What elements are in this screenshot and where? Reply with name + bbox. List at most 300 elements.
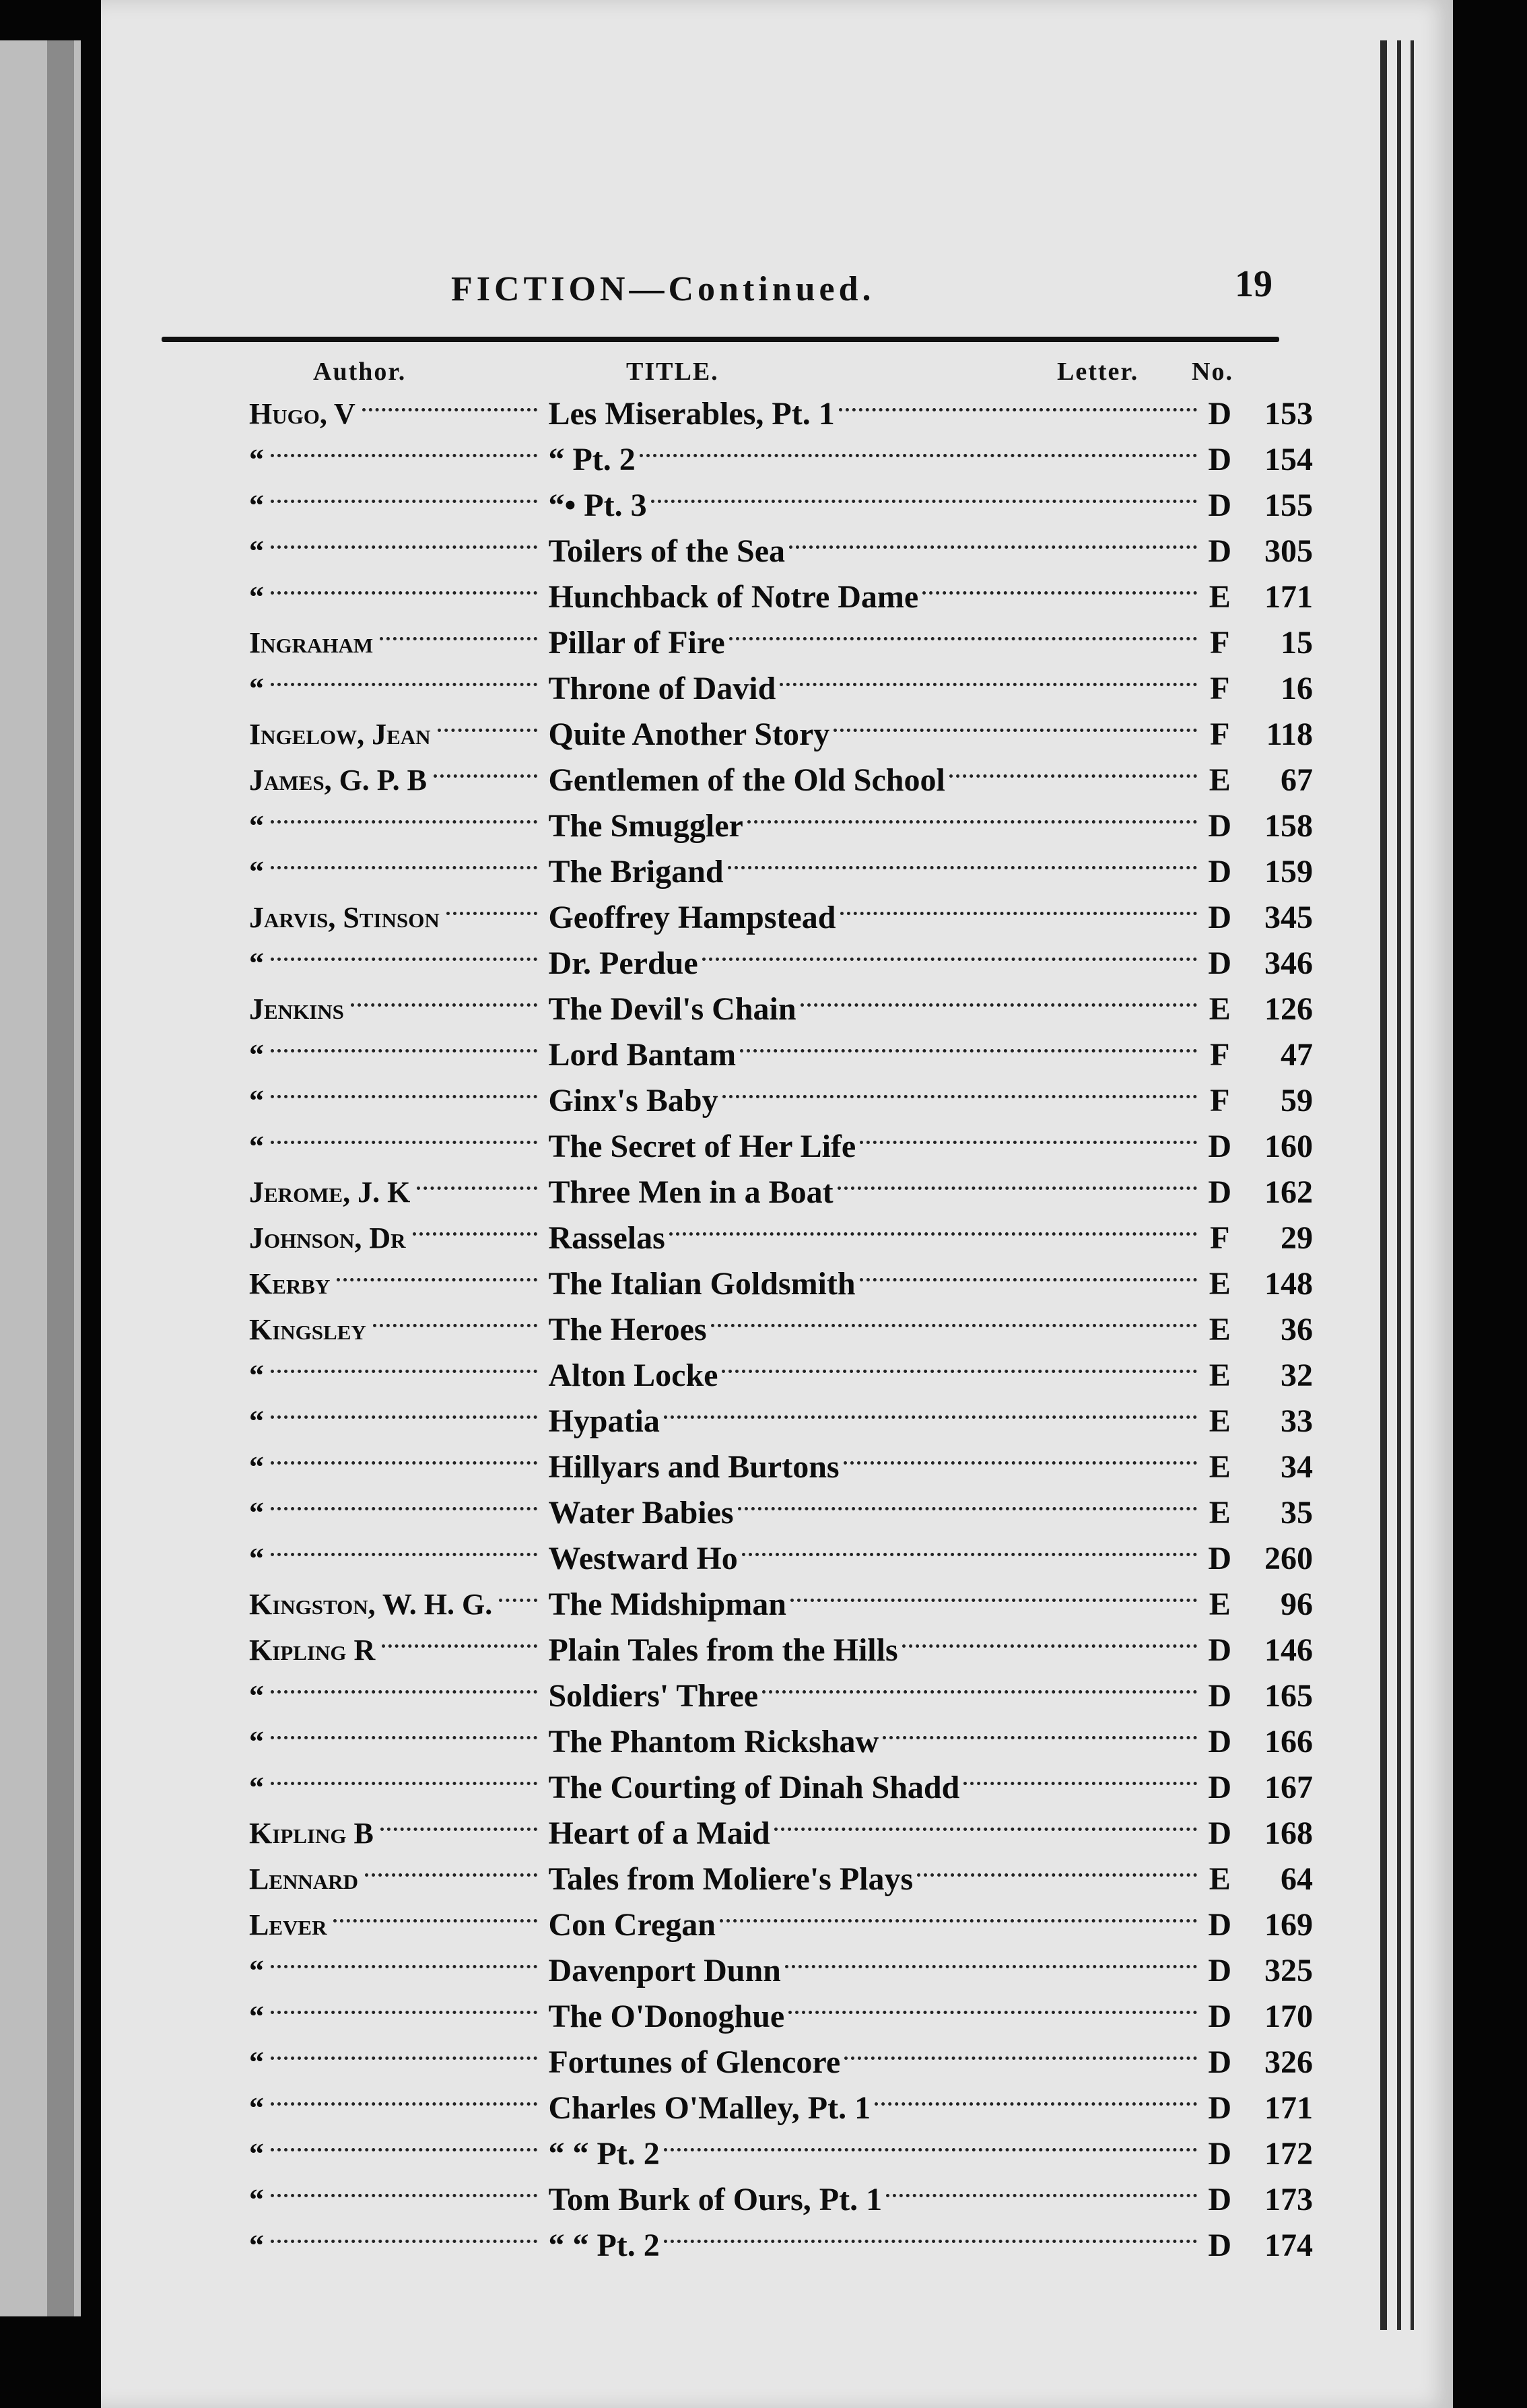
author-name: Kipling R xyxy=(249,1633,376,1667)
title-cell xyxy=(541,1036,1200,1073)
leader-dots xyxy=(271,958,537,961)
author-cell xyxy=(249,2137,541,2171)
book-title: Pillar of Fire xyxy=(548,624,725,661)
book-title: Soldiers' Three xyxy=(548,1677,759,1714)
catalog-entry xyxy=(249,1764,1313,1810)
leader-dots xyxy=(271,1370,537,1373)
author-name: “ xyxy=(249,946,264,980)
author-cell xyxy=(249,1999,541,2034)
author-cell xyxy=(249,763,541,797)
leader-dots xyxy=(702,958,1197,961)
book-title: Geoffrey Hampstead xyxy=(548,899,836,935)
leader-dots xyxy=(651,500,1198,503)
shelf-letter: D xyxy=(1208,2227,1232,2263)
author-cell xyxy=(249,992,541,1026)
shelf-letter: D xyxy=(1208,1632,1232,1668)
author-cell xyxy=(249,2228,541,2263)
book-title: “ “ Pt. 2 xyxy=(548,2135,660,2172)
shelf-letter: E xyxy=(1209,1494,1231,1531)
leader-dots xyxy=(747,820,1197,824)
catalog-number: 160 xyxy=(1264,1128,1313,1164)
leader-dots xyxy=(365,1873,538,1877)
page-edge-line xyxy=(1411,40,1414,2330)
book-title: Gentlemen of the Old School xyxy=(548,762,945,798)
leader-dots xyxy=(740,1049,1197,1052)
catalog-number: 305 xyxy=(1264,533,1313,569)
catalog-number: 155 xyxy=(1264,487,1313,523)
author-name: “ xyxy=(249,534,264,568)
book-title: Tom Burk of Ours, Pt. 1 xyxy=(548,2181,883,2217)
shelf-letter: D xyxy=(1208,533,1232,569)
catalog-entry xyxy=(249,665,1313,711)
author-cell xyxy=(249,580,541,614)
author-cell xyxy=(249,671,541,706)
author-cell xyxy=(249,1725,541,1759)
catalog-number: 168 xyxy=(1264,1815,1313,1851)
author-name: “ xyxy=(249,671,264,705)
catalog-number: 33 xyxy=(1281,1403,1313,1439)
catalog-number: 172 xyxy=(1264,2135,1313,2172)
book-title: The Heroes xyxy=(548,1311,707,1347)
author-cell xyxy=(249,1129,541,1164)
catalog-number: 165 xyxy=(1264,1677,1313,1714)
catalog-entry xyxy=(249,2085,1313,2131)
catalog-number: 35 xyxy=(1281,1494,1313,1531)
title-cell xyxy=(541,899,1200,936)
leader-dots xyxy=(788,2011,1197,2014)
author-name: “ xyxy=(249,1496,264,1529)
title-cell xyxy=(541,578,1200,615)
book-title: Hypatia xyxy=(548,1403,660,1439)
title-cell xyxy=(541,1265,1200,1302)
catalog-entry xyxy=(249,2131,1313,2176)
author-name: “ xyxy=(249,1725,264,1758)
catalog-entry xyxy=(249,1215,1313,1261)
catalog-entry xyxy=(249,711,1313,757)
author-name: Kingston, W. H. G. xyxy=(249,1587,493,1621)
author-name: Jenkins xyxy=(249,992,344,1026)
title-cell xyxy=(541,853,1200,890)
book-title: Alton Locke xyxy=(548,1357,718,1393)
shelf-letter: D xyxy=(1208,2135,1232,2172)
leader-dots xyxy=(790,1599,1197,1602)
catalog-entry xyxy=(249,1261,1313,1306)
book-title: Heart of a Maid xyxy=(548,1815,770,1851)
leader-dots xyxy=(271,1507,537,1510)
shelf-letter: D xyxy=(1208,1723,1232,1760)
binding-gutter xyxy=(47,40,74,2316)
catalog-number: 47 xyxy=(1281,1036,1313,1073)
leader-dots xyxy=(844,1461,1198,1465)
author-cell xyxy=(249,1221,541,1255)
shelf-letter: D xyxy=(1208,1906,1232,1943)
catalog-number: 158 xyxy=(1264,807,1313,844)
leader-dots xyxy=(373,1324,538,1327)
leader-dots xyxy=(728,866,1198,869)
catalog-entry xyxy=(249,1306,1313,1352)
catalog-entry xyxy=(249,894,1313,940)
column-header-author: Author. xyxy=(313,358,407,386)
author-cell xyxy=(249,900,541,935)
book-title: Hillyars and Burtons xyxy=(548,1448,840,1485)
catalog-entry xyxy=(249,1535,1313,1581)
author-name: “ xyxy=(249,1038,264,1071)
page-edge-line xyxy=(1380,40,1387,2330)
author-name: Hugo, V xyxy=(249,397,355,430)
catalog-number: 174 xyxy=(1264,2227,1313,2263)
shelf-letter: E xyxy=(1209,991,1231,1027)
leader-dots xyxy=(271,1690,537,1694)
column-header-letter: Letter. xyxy=(1057,358,1139,386)
catalog-entry xyxy=(249,391,1313,436)
page-edge-line xyxy=(1397,40,1401,2330)
author-cell xyxy=(249,717,541,751)
page-number: 19 xyxy=(1235,263,1272,305)
leader-dots xyxy=(664,2240,1197,2243)
title-cell xyxy=(541,1311,1200,1348)
catalog-entry xyxy=(249,2176,1313,2222)
catalog-number: 162 xyxy=(1264,1174,1313,1210)
shelf-letter: E xyxy=(1209,1357,1231,1393)
title-cell xyxy=(541,1448,1200,1485)
section-title: FICTION—Continued. xyxy=(451,270,875,308)
book-title: “ “ Pt. 2 xyxy=(548,2227,660,2263)
catalog-number: 159 xyxy=(1264,853,1313,890)
book-title: Toilers of the Sea xyxy=(548,533,786,569)
leader-dots xyxy=(738,1507,1198,1510)
book-title: The Smuggler xyxy=(548,807,743,844)
leader-dots xyxy=(271,2148,537,2151)
catalog-entry xyxy=(249,574,1313,620)
leader-dots xyxy=(785,1965,1197,1968)
catalog-entry xyxy=(249,1352,1313,1398)
catalog-number: 173 xyxy=(1264,2181,1313,2217)
author-name: “ xyxy=(249,1679,264,1712)
leader-dots xyxy=(271,1782,537,1785)
leader-dots xyxy=(875,2102,1197,2106)
author-name: Lever xyxy=(249,1908,327,1941)
title-cell xyxy=(541,1906,1200,1943)
leader-dots xyxy=(380,637,537,640)
title-cell xyxy=(541,1769,1200,1806)
leader-dots xyxy=(362,408,538,411)
leader-dots xyxy=(271,1965,537,1968)
title-cell xyxy=(541,1128,1200,1165)
leader-dots xyxy=(271,545,537,549)
author-cell xyxy=(249,1496,541,1530)
leader-dots xyxy=(446,912,538,915)
shelf-letter: E xyxy=(1209,762,1231,798)
shelf-letter: F xyxy=(1210,670,1230,706)
author-name: “ xyxy=(249,1770,264,1804)
book-title: Plain Tales from the Hills xyxy=(548,1632,898,1668)
author-cell xyxy=(249,1679,541,1713)
author-name: “ xyxy=(249,488,264,522)
author-cell xyxy=(249,1175,541,1209)
shelf-letter: E xyxy=(1209,1586,1231,1622)
catalog-number: 169 xyxy=(1264,1906,1313,1943)
book-title: Tales from Moliere's Plays xyxy=(548,1861,914,1897)
column-header-number: No. xyxy=(1192,358,1233,386)
author-cell xyxy=(249,1862,541,1896)
book-title: “ Pt. 2 xyxy=(548,441,636,477)
author-cell xyxy=(249,534,541,568)
author-cell xyxy=(249,442,541,477)
author-cell xyxy=(249,1953,541,1988)
leader-dots xyxy=(722,1095,1198,1098)
leader-dots xyxy=(271,2102,537,2106)
leader-dots xyxy=(729,637,1198,640)
catalog-number: 32 xyxy=(1281,1357,1313,1393)
title-cell xyxy=(541,1632,1200,1669)
book-title: Dr. Perdue xyxy=(548,945,698,981)
author-cell xyxy=(249,488,541,523)
book-page xyxy=(101,0,1453,2408)
catalog-number: 170 xyxy=(1264,1998,1313,2034)
title-cell xyxy=(541,1861,1200,1898)
shelf-letter: D xyxy=(1208,807,1232,844)
shelf-letter: E xyxy=(1209,1265,1231,1302)
book-title: Fortunes of Glencore xyxy=(548,2044,841,2080)
catalog-number: 118 xyxy=(1266,716,1313,752)
catalog-entry xyxy=(249,1627,1313,1673)
leader-dots xyxy=(271,500,537,503)
leader-dots xyxy=(438,729,538,732)
leader-dots xyxy=(271,1415,537,1419)
catalog-number: 59 xyxy=(1281,1082,1313,1118)
catalog-number: 146 xyxy=(1264,1632,1313,1668)
leader-dots xyxy=(271,2240,537,2243)
author-cell xyxy=(249,1038,541,1072)
book-title: Les Miserables, Pt. 1 xyxy=(548,395,835,432)
leader-dots xyxy=(669,1232,1197,1236)
shelf-letter: D xyxy=(1208,899,1232,935)
author-cell xyxy=(249,1404,541,1438)
catalog-number: 16 xyxy=(1281,670,1313,706)
catalog-entry xyxy=(249,436,1313,482)
leader-dots xyxy=(917,1873,1197,1877)
author-name: Kingsley xyxy=(249,1312,366,1346)
leader-dots xyxy=(271,454,537,457)
catalog-list xyxy=(249,391,1313,2268)
shelf-letter: D xyxy=(1208,2044,1232,2080)
catalog-number: 325 xyxy=(1264,1952,1313,1988)
catalog-number: 326 xyxy=(1264,2044,1313,2080)
book-title: Westward Ho xyxy=(548,1540,738,1576)
author-cell xyxy=(249,397,541,431)
catalog-number: 153 xyxy=(1264,395,1313,432)
catalog-number: 15 xyxy=(1281,624,1313,661)
leader-dots xyxy=(271,1141,537,1144)
title-cell xyxy=(541,2135,1200,2172)
catalog-entry xyxy=(249,1398,1313,1444)
leader-dots xyxy=(860,1278,1198,1281)
shelf-letter: D xyxy=(1208,2089,1232,2126)
leader-dots xyxy=(271,866,537,869)
catalog-number: 148 xyxy=(1264,1265,1313,1302)
shelf-letter: E xyxy=(1209,578,1231,615)
catalog-entry xyxy=(249,1718,1313,1764)
book-title: The Secret of Her Life xyxy=(548,1128,856,1164)
shelf-letter: D xyxy=(1208,395,1232,432)
leader-dots xyxy=(883,1736,1197,1739)
shelf-letter: D xyxy=(1208,1769,1232,1805)
book-title: Con Cregan xyxy=(548,1906,716,1943)
book-title: Charles O'Malley, Pt. 1 xyxy=(548,2089,871,2126)
leader-dots xyxy=(711,1324,1198,1327)
leader-dots xyxy=(780,683,1197,686)
author-cell xyxy=(249,626,541,660)
catalog-entry xyxy=(249,1856,1313,1902)
catalog-entry xyxy=(249,1810,1313,1856)
leader-dots xyxy=(963,1782,1197,1785)
author-name: Kerby xyxy=(249,1267,331,1300)
leader-dots xyxy=(271,1095,537,1098)
title-cell xyxy=(541,624,1200,661)
author-name: Kipling B xyxy=(249,1816,374,1850)
running-header xyxy=(182,256,1272,316)
catalog-entry xyxy=(249,757,1313,803)
author-name: “ xyxy=(249,809,264,842)
author-cell xyxy=(249,1908,541,1942)
author-name: “ xyxy=(249,2228,264,2262)
shelf-letter: F xyxy=(1210,1036,1230,1073)
title-cell xyxy=(541,1357,1200,1394)
author-name: “ xyxy=(249,1450,264,1483)
leader-dots xyxy=(742,1553,1197,1556)
title-cell xyxy=(541,1082,1200,1119)
catalog-entry xyxy=(249,1032,1313,1077)
title-cell xyxy=(541,2044,1200,2081)
author-name: “ xyxy=(249,1953,264,1987)
catalog-entry xyxy=(249,1581,1313,1627)
author-name: James, G. P. B xyxy=(249,763,427,797)
title-cell xyxy=(541,1219,1200,1257)
catalog-entry xyxy=(249,2039,1313,2085)
header-rule xyxy=(162,337,1279,342)
catalog-entry xyxy=(249,1947,1313,1993)
catalog-entry xyxy=(249,1169,1313,1215)
leader-dots xyxy=(271,2056,537,2060)
catalog-number: 171 xyxy=(1264,578,1313,615)
book-title: Throne of David xyxy=(548,670,776,706)
column-headers xyxy=(162,350,1293,391)
author-name: Ingraham xyxy=(249,626,374,659)
leader-dots xyxy=(640,454,1197,457)
leader-dots xyxy=(844,2056,1197,2060)
shelf-letter: D xyxy=(1208,945,1232,981)
title-cell xyxy=(541,1677,1200,1714)
shelf-letter: F xyxy=(1210,1082,1230,1118)
title-cell xyxy=(541,2181,1200,2218)
title-cell xyxy=(541,762,1200,799)
shelf-letter: E xyxy=(1209,1403,1231,1439)
book-title: The Phantom Rickshaw xyxy=(548,1723,879,1760)
catalog-entry xyxy=(249,1490,1313,1535)
leader-dots xyxy=(382,1644,537,1648)
leader-dots xyxy=(664,1415,1197,1419)
shelf-letter: F xyxy=(1210,716,1230,752)
leader-dots xyxy=(789,545,1197,549)
title-cell xyxy=(541,533,1200,570)
catalog-number: 126 xyxy=(1264,991,1313,1027)
shelf-letter: D xyxy=(1208,441,1232,477)
catalog-entry xyxy=(249,2222,1313,2268)
book-title: Lord Bantam xyxy=(548,1036,737,1073)
author-cell xyxy=(249,1816,541,1850)
author-cell xyxy=(249,1541,541,1576)
catalog-number: 346 xyxy=(1264,945,1313,981)
leader-dots xyxy=(413,1232,538,1236)
catalog-number: 67 xyxy=(1281,762,1313,798)
author-cell xyxy=(249,855,541,889)
author-cell xyxy=(249,1587,541,1621)
author-name: “ xyxy=(249,2045,264,2079)
leader-dots xyxy=(271,2194,537,2197)
book-title: The Courting of Dinah Shadd xyxy=(548,1769,960,1805)
leader-dots xyxy=(840,912,1198,915)
catalog-entry xyxy=(249,848,1313,894)
title-cell xyxy=(541,945,1200,982)
book-title: The Midshipman xyxy=(548,1586,786,1622)
shelf-letter: D xyxy=(1208,1540,1232,1576)
shelf-letter: D xyxy=(1208,1128,1232,1164)
book-title: Hunchback of Notre Dame xyxy=(548,578,919,615)
leader-dots xyxy=(380,1828,538,1831)
title-cell xyxy=(541,1723,1200,1760)
author-cell xyxy=(249,2182,541,2217)
shelf-letter: E xyxy=(1209,1861,1231,1897)
author-cell xyxy=(249,1450,541,1484)
title-cell xyxy=(541,991,1200,1028)
catalog-entry xyxy=(249,803,1313,848)
author-name: “ xyxy=(249,1083,264,1117)
shelf-letter: F xyxy=(1210,624,1230,661)
catalog-number: 154 xyxy=(1264,441,1313,477)
leader-dots xyxy=(774,1828,1197,1831)
author-name: “ xyxy=(249,1129,264,1163)
author-name: Jerome, J. K xyxy=(249,1175,411,1209)
book-title: “• Pt. 3 xyxy=(548,487,647,523)
catalog-entry xyxy=(249,1123,1313,1169)
leader-dots xyxy=(417,1186,537,1190)
title-cell xyxy=(541,1998,1200,2035)
catalog-number: 171 xyxy=(1264,2089,1313,2126)
catalog-number: 36 xyxy=(1281,1311,1313,1347)
title-cell xyxy=(541,2227,1200,2264)
title-cell xyxy=(541,807,1200,844)
leader-dots xyxy=(271,1736,537,1739)
title-cell xyxy=(541,1815,1200,1852)
leader-dots xyxy=(271,820,537,824)
catalog-entry xyxy=(249,986,1313,1032)
catalog-entry xyxy=(249,940,1313,986)
catalog-number: 96 xyxy=(1281,1586,1313,1622)
title-cell xyxy=(541,487,1200,524)
book-title: The Italian Goldsmith xyxy=(548,1265,856,1302)
book-title: Three Men in a Boat xyxy=(548,1174,834,1210)
catalog-entry xyxy=(249,1993,1313,2039)
title-cell xyxy=(541,716,1200,753)
title-cell xyxy=(541,1403,1200,1440)
catalog-entry xyxy=(249,1673,1313,1718)
leader-dots xyxy=(271,2011,537,2014)
leader-dots xyxy=(351,1003,538,1007)
book-title: Rasselas xyxy=(548,1219,665,1256)
leader-dots xyxy=(337,1278,537,1281)
author-name: “ xyxy=(249,855,264,888)
leader-dots xyxy=(499,1599,537,1602)
